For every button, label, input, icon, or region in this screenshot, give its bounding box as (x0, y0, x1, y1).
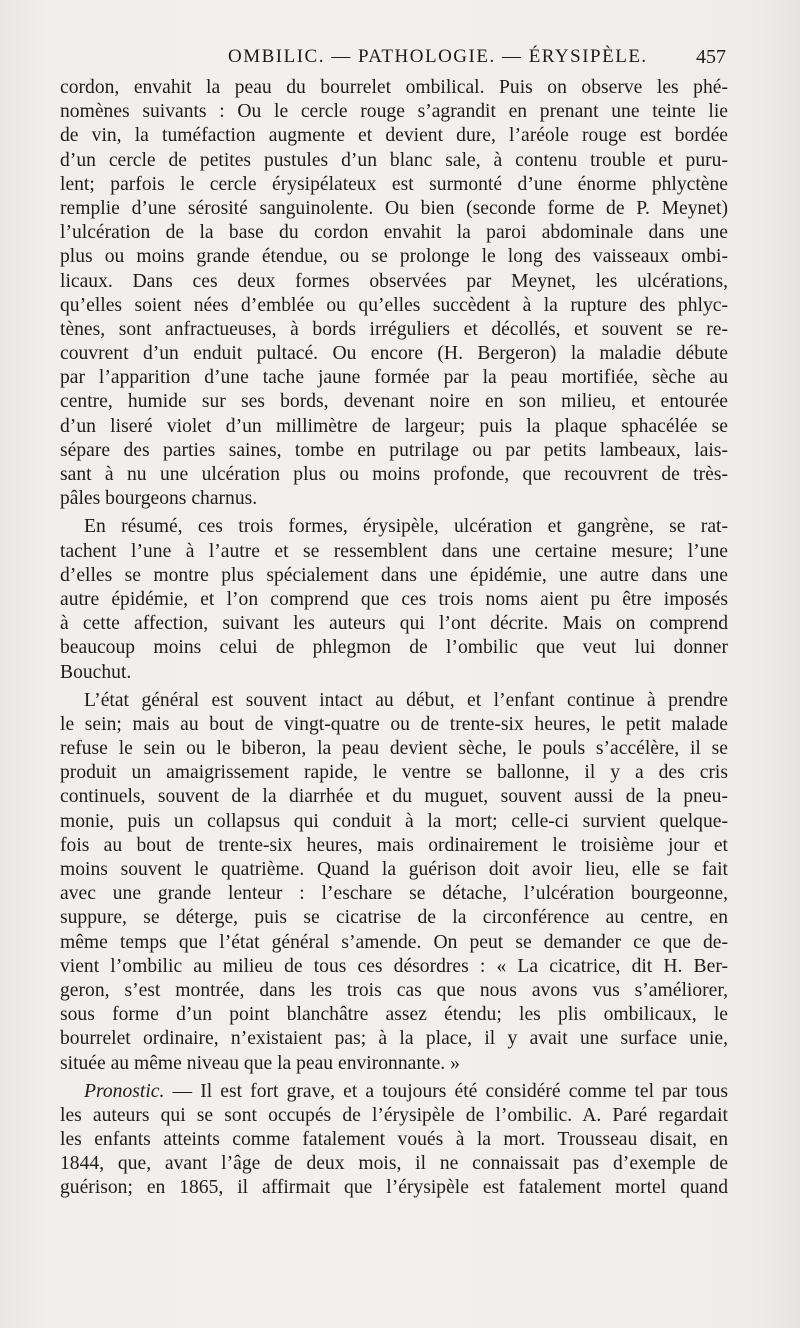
text-line: par l’apparition d’une tache jaune formée par la peau mortifiée, sèche au (60, 367, 728, 389)
text-line: de vin, la tuméfaction augmente et devient dure, l’aréole rouge est bordée (60, 125, 728, 147)
text-line: les enfants atteints comme fatalement voués à la mort. Trousseau disait, en (60, 1129, 728, 1151)
text-line: monie, puis un collapsus qui conduit à la mort; celle-ci survient quelque- (60, 810, 728, 832)
running-title: OMBILIC. — PATHOLOGIE. — ÉRYSIPÈLE. (228, 46, 648, 67)
text-line: avec une grande lenteur : l’eschare se détache, l’ulcération bourgeonne, (60, 883, 728, 905)
text-line: qu’elles soient nées d’emblée ou qu’elles succèdent à la rupture des phlyc- (60, 294, 728, 316)
text-line: autre épidémie, et l’on comprend que ces trois noms aient pu être imposés (60, 588, 728, 610)
page-header (0, 46, 800, 74)
text-line: tènes, sont anfractueuses, à bords irréguliers et décollés, et souvent se re- (60, 318, 728, 340)
text-run: — Il est fort grave, et a toujours été considéré comme tel par tous (164, 1080, 728, 1102)
text-line: le sein; mais au bout de vingt-quatre ou de trente-six heures, le petit malade (60, 713, 728, 735)
text-line: 1844, que, avant l’âge de deux mois, il ne connaissait pas d’exemple de (60, 1153, 728, 1175)
page-number: 457 (696, 46, 726, 68)
text-line: couvrent d’un enduit pultacé. Ou encore (H. Bergeron) la maladie débute (60, 343, 728, 365)
text-line: beaucoup moins celui de phlegmon de l’ombilic que veut lui donner (60, 637, 728, 659)
text-line: Bouchut. (60, 661, 132, 683)
section-heading: Pronostic. (84, 1080, 165, 1102)
text-line: moins souvent le quatrième. Quand la guérison doit avoir lieu, elle se fait (60, 859, 728, 880)
text-line: sant à nu une ulcération plus ou moins profonde, que recouvrent de très- (60, 464, 728, 485)
text-line: les auteurs qui se sont occupés de l’érysipèle de l’ombilic. A. Paré regardait (60, 1104, 728, 1126)
text-line: geron, s’est montrée, dans les trois cas que nous avons vus s’améliorer, (60, 979, 728, 1001)
text-line: licaux. Dans ces deux formes observées par Meynet, les ulcérations, (60, 270, 728, 292)
text-line: suppure, se déterge, puis se cicatrise de la circonférence au centre, en (60, 907, 728, 929)
paragraph-3 (60, 689, 728, 1076)
text-line: tachent l’une à l’autre et se ressemblent dans une certaine mesure; l’une (60, 540, 728, 562)
text-line: sous forme d’un point blanchâtre assez étendu; les plis ombilicaux, le (60, 1004, 728, 1026)
text-line: à cette affection, suivant les auteurs qui l’ont décrite. Mais on comprend (60, 613, 728, 635)
text-line: remplie d’une sérosité sanguinolente. Ou bien (seconde forme de P. Meynet) (60, 197, 728, 219)
text-line: plus ou moins grande étendue, ou se prolonge le long des vaisseaux ombi- (60, 246, 728, 268)
text-line: nomènes suivants : Ou le cercle rouge s’agrandit en prenant une teinte lie (60, 101, 728, 123)
paragraph-1 (60, 76, 728, 511)
text-line (60, 1080, 728, 1104)
text-line: même temps que l’état général s’amende. On peut se demander ce que de- (60, 931, 728, 953)
text-line: bourrelet ordinaire, n’existaient pas; à la place, il y avait une surface unie, (60, 1028, 728, 1050)
text-line: fois au bout de trente-six heures, mais ordinairement le troisième jour et (60, 834, 728, 856)
text-line: refuse le sein ou le biberon, la peau devient sèche, le pouls s’accélère, il se (60, 738, 728, 760)
text-line: vient l’ombilic au milieu de tous ces désordres : « La cicatrice, dit H. Ber- (60, 955, 728, 977)
paragraph-2 (60, 515, 728, 684)
paragraph-4 (60, 1080, 728, 1201)
text-line: guérison; en 1865, il affirmait que l’érysipèle est fatalement mortel quand (60, 1177, 728, 1199)
text-line: lent; parfois le cercle érysipélateux est surmonté d’une énorme phlyctène (60, 173, 728, 195)
text-line: En résumé, ces trois formes, érysipèle, ulcération et gangrène, se rat- (84, 516, 728, 538)
text-line: pâles bourgeons charnus. (60, 488, 258, 510)
text-line: sépare des parties saines, tombe en putrilage ou par petits lambeaux, lais- (60, 439, 728, 461)
body-text (60, 76, 728, 1201)
text-line: située au même niveau que la peau environnante. » (60, 1052, 460, 1074)
text-line: produit un amaigrissement rapide, le ventre se ballonne, il y a des cris (60, 762, 728, 784)
text-line: continuels, souvent de la diarrhée et du muguet, souvent aussi de la pneu- (60, 786, 728, 808)
text-line: d’elles se montre plus spécialement dans une épidémie, une autre dans une (60, 564, 728, 586)
text-line: cordon, envahit la peau du bourrelet ombilical. Puis on observe les phé- (60, 77, 728, 98)
text-line: L’état général est souvent intact au début, et l’enfant continue à prendre (84, 689, 728, 711)
text-line: l’ulcération de la base du cordon envahit la paroi abdominale dans une (60, 222, 728, 244)
text-line: d’un liseré violet d’un millimètre de largeur; puis la plaque sphacélée se (60, 415, 728, 437)
text-line: d’un cercle de petites pustules d’un blanc sale, à contenu trouble et puru- (60, 149, 728, 171)
text-line: centre, humide sur ses bords, devenant noire en son milieu, et entourée (60, 391, 728, 413)
